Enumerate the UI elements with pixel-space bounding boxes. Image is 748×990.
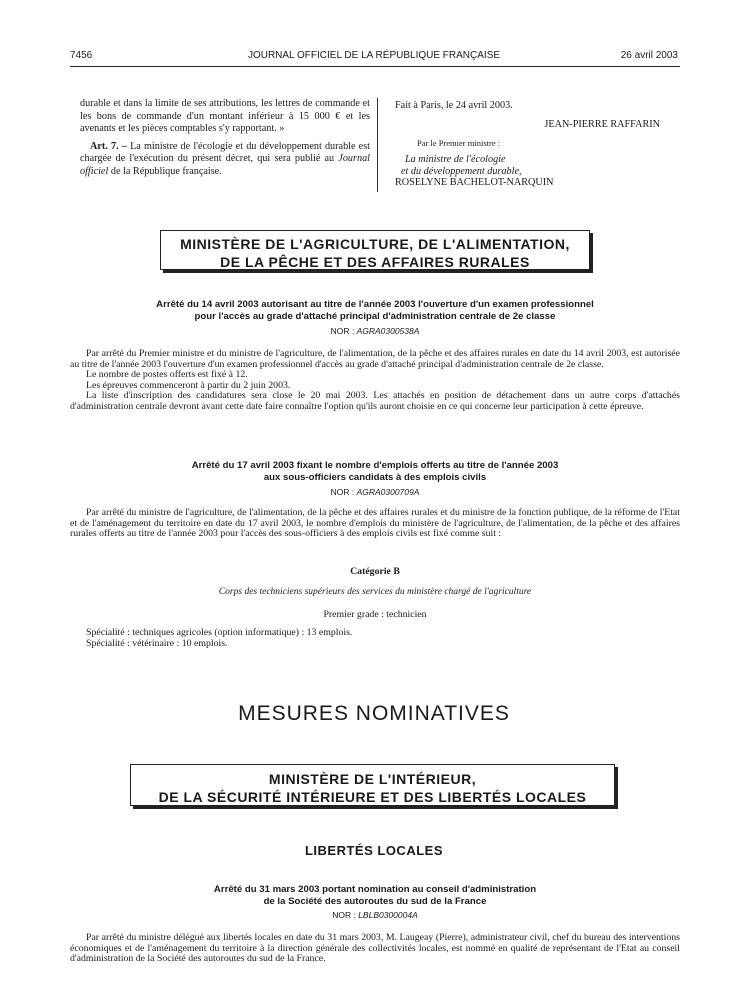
ministry-interieur-box bbox=[130, 764, 615, 806]
ministry-1-line2: DE LA PÊCHE ET DES AFFAIRES RURALES bbox=[220, 254, 530, 270]
arrete-1-body bbox=[70, 349, 680, 413]
signature-block bbox=[395, 100, 660, 189]
minister-role-2: et du développement durable, bbox=[401, 165, 522, 177]
arrete-3-nor: NOR : LBLB0300004A bbox=[332, 910, 418, 920]
article-label: Art. 7. – bbox=[90, 140, 127, 152]
subsection-title: LIBERTÉS LOCALES bbox=[304, 843, 443, 858]
categorie-heading: Catégorie B bbox=[350, 566, 400, 577]
arrete-2-p1: Par arrêté du ministre de l'agriculture, de l'alimentation, de la pêche et des affaires rurales et du ministre de la fonction publique, de la réforme de l'Etat et de l'aménagement du territoire en date du 17 avril 2003, le nombre d'emplois du ministère de l'agriculture, de l'alimentation, de la pêche et des affaires rurales offerts au titre de l'année 2003 pour l'accès des sous-officiers à des emplois civils est fixé comme suit : bbox=[70, 507, 680, 540]
journal-title: JOURNAL OFFICIEL DE LA RÉPUBLIQUE FRANÇAISE bbox=[247, 50, 501, 61]
signer-name: JEAN-PIERRE RAFFARIN bbox=[544, 119, 660, 130]
issue-date: 26 avril 2003 bbox=[620, 50, 678, 61]
arrete-1-p3: Les épreuves commenceront à partir du 2 juin 2003. bbox=[86, 379, 291, 391]
arrete-3-p1: Par arrêté du ministre délégué aux libertés locales en date du 31 mars 2003, M. Laugeay (Pierre), administrateur civil, chef du bureau des interventions économiques et de l'aménagement du territoire à la direction générale des collectivités locales, est nommé en qualité de représentant de l'Etat au conseil d'administration de la Société des autoroutes du sud de la France. bbox=[70, 932, 680, 965]
specialite-2: Spécialité : vétérinaire : 10 emplois. bbox=[86, 637, 228, 649]
column-divider bbox=[377, 98, 378, 192]
minister-role-1: La ministre de l'écologie bbox=[405, 154, 506, 165]
page-number: 7456 bbox=[70, 50, 93, 61]
journal-officiel-ref: Journal officiel bbox=[80, 153, 370, 177]
arrete-2-title: Arrêté du 17 avril 2003 fixant le nombre d'emplois offerts au titre de l'année 2003 aux sous-officiers candidats à des emplois civils bbox=[191, 460, 559, 483]
header-rule bbox=[70, 66, 680, 67]
ministry-2-line2: DE LA SÉCURITÉ INTÉRIEURE ET DES LIBERTÉS LOCALES bbox=[158, 789, 587, 805]
arrete-3-body bbox=[70, 933, 680, 965]
arrete-1-title: Arrêté du 14 avril 2003 autorisant au titre de l'année 2003 l'ouverture d'un examen professionnel pour l'accès au grade d'attaché principal d'administration centrale de 2e classe bbox=[156, 299, 594, 322]
par-premier-ministre: Par le Premier ministre : bbox=[417, 138, 501, 148]
arrete-2-nor: NOR : AGRA0300709A bbox=[330, 487, 420, 497]
grade-heading: Premier grade : technicien bbox=[323, 609, 427, 620]
specialite-1: Spécialité : techniques agricoles (option informatique) : 13 emplois. bbox=[86, 627, 353, 638]
specialites-list bbox=[86, 628, 676, 649]
ministry-1-line1: MINISTÈRE DE L'AGRICULTURE, DE L'ALIMENTATION, bbox=[180, 236, 570, 252]
left-column bbox=[80, 98, 370, 184]
arrete-3-title: Arrêté du 31 mars 2003 portant nomination au conseil d'administration de la Société des autoroutes du sud de la France bbox=[213, 884, 537, 907]
section-title: MESURES NOMINATIVES bbox=[238, 702, 510, 725]
arrete-2-body bbox=[70, 508, 680, 540]
arrete-1-p2: Le nombre de postes offerts est fixé à 12. bbox=[86, 369, 248, 381]
left-para-1: durable et dans la limite de ses attributions, les lettres de commande et les bons de commande d'un montant inférieur à 15 000 € et les avenants et les pièces comptables s'y rapportant. » bbox=[80, 98, 370, 135]
article-7: Art. 7. – La ministre de l'écologie et du développement durable est chargée de l'exécution du présent décret, qui sera publié au Journal officiel de la République française. bbox=[80, 140, 370, 177]
minister-name: ROSELYNE BACHELOT-NARQUIN bbox=[395, 177, 554, 188]
arrete-1-p4: La liste d'inscription des candidatures sera close le 20 mai 2003. Les attachés en position de détachement dans un autre corps d'attachés d'administration centrale devront avant cette date faire connaître l'option qu'ils auront choisie en ce qui concerne leur participation à cette épreuve. bbox=[70, 390, 680, 412]
ministry-2-line1: MINISTÈRE DE L'INTÉRIEUR, bbox=[268, 771, 477, 787]
fait-a-paris: Fait à Paris, le 24 avril 2003. bbox=[395, 100, 513, 111]
arrete-1-nor: NOR : AGRA0300538A bbox=[330, 326, 420, 336]
corps-heading: Corps des techniciens supérieurs des services du ministère chargé de l'agriculture bbox=[218, 587, 532, 597]
ministry-agriculture-box bbox=[160, 230, 590, 270]
arrete-1-p1: Par arrêté du Premier ministre et du ministre de l'agriculture, de l'alimentation, de la pêche et des affaires rurales en date du 14 avril 2003, est autorisée au titre de l'année 2003 l'ouverture d'un examen professionnel d'accès au grade d'attaché principal d'administration centrale de 2e classe. bbox=[70, 348, 680, 370]
